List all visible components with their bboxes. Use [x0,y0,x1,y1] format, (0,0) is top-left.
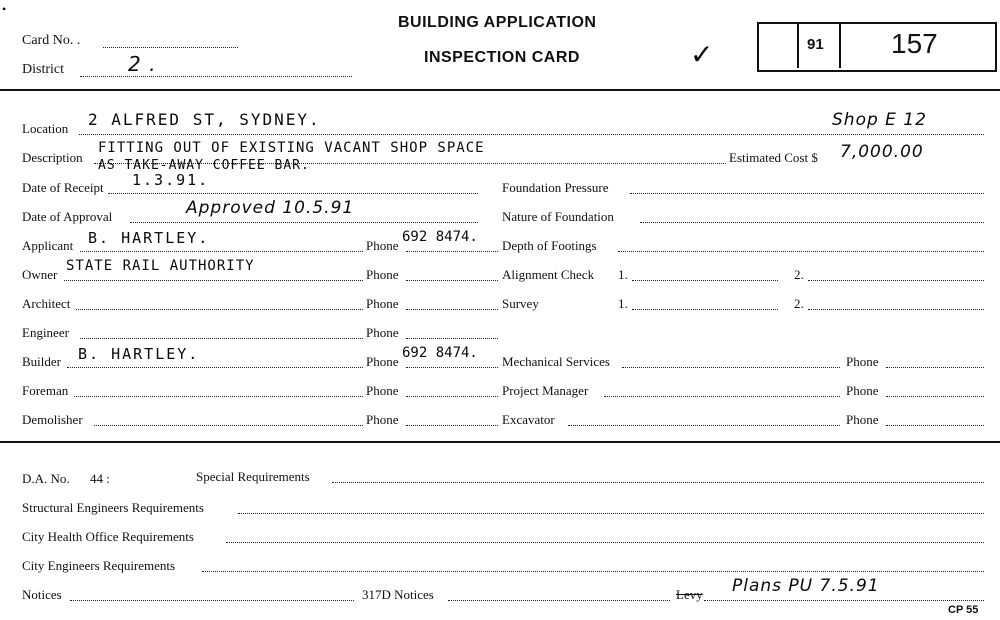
health-requirements-label: City Health Office Requirements [22,529,194,544]
box-divider [797,22,799,68]
description-label: Description [22,150,83,165]
applicant-phone-label: Phone [366,238,399,253]
date-of-approval-field[interactable] [130,222,478,223]
engineer-label: Engineer [22,325,69,340]
engineer-phone-label: Phone [366,325,399,340]
date-of-approval-value: Approved 10.5.91 [186,198,355,218]
engineers-requirements-field[interactable] [202,571,984,572]
special-requirements-label: Special Requirements [196,469,310,484]
structural-requirements-field[interactable] [238,513,984,514]
engineer-phone-field[interactable] [406,338,498,339]
date-of-receipt-label: Date of Receipt [22,180,104,195]
special-requirements-field[interactable] [332,482,984,483]
project-manager-label: Project Manager [502,383,589,398]
owner-phone-label: Phone [366,267,399,282]
date-of-receipt-value: 1.3.91. [132,171,210,189]
demolisher-field[interactable] [94,425,363,426]
owner-label: Owner [22,267,58,282]
notices-label: Notices [22,587,62,602]
alignment-check-2-label: 2. [794,267,804,282]
foundation-pressure-label: Foundation Pressure [502,180,609,195]
architect-phone-label: Phone [366,296,399,311]
survey-2-label: 2. [794,296,804,311]
box-divider [839,22,841,68]
survey-1-field[interactable] [632,309,778,310]
da-no-value: 44 : [90,471,110,486]
engineers-requirements-label: City Engineers Requirements [22,558,176,573]
location-shop: Shop E 12 [832,110,927,130]
architect-phone-field[interactable] [406,309,498,310]
date-of-receipt-field[interactable] [108,193,478,194]
foreman-phone-label: Phone [366,383,399,398]
builder-value: B. HARTLEY. [78,345,200,363]
foreman-label: Foreman [22,383,69,398]
mechanical-services-phone-label: Phone [846,354,879,369]
excavator-label: Excavator [502,412,555,427]
nature-of-foundation-label: Nature of Foundation [502,209,614,224]
applicant-phone-value: 692 8474. [402,229,478,245]
district-label: District [22,62,64,77]
form-title-line2: INSPECTION CARD [424,49,580,66]
applicant-phone-field[interactable] [406,251,498,252]
foreman-phone-field[interactable] [406,396,498,397]
estimated-cost-label: Estimated Cost $ [729,150,818,165]
mechanical-services-label: Mechanical Services [502,354,610,369]
estimated-cost-value: 7,000.00 [840,142,924,162]
project-manager-field[interactable] [604,396,840,397]
district-field[interactable] [80,76,352,77]
excavator-field[interactable] [568,425,840,426]
levy-field[interactable] [704,600,984,601]
builder-field[interactable] [67,367,363,368]
applicant-field[interactable] [80,251,363,252]
form-code: CP 55 [948,604,979,616]
depth-of-footings-field[interactable] [618,251,984,252]
notices-field[interactable] [70,600,354,601]
survey-1-label: 1. [618,296,628,311]
nature-of-foundation-field[interactable] [640,222,984,223]
survey-2-field[interactable] [808,309,984,310]
owner-field[interactable] [64,280,363,281]
location-label: Location [22,121,69,136]
section-divider [0,441,1000,443]
notices-317d-field[interactable] [448,600,670,601]
location-field[interactable] [79,134,984,135]
foundation-pressure-field[interactable] [630,193,984,194]
owner-phone-field[interactable] [406,280,498,281]
demolisher-label: Demolisher [22,412,83,427]
notices-317d-label: 317D Notices [362,587,434,602]
applicant-label: Applicant [22,238,74,253]
levy-label: Levy [676,587,703,602]
district-value: 2 . [128,52,157,76]
box-small-number: 91 [807,36,824,53]
description-line1: FITTING OUT OF EXISTING VACANT SHOP SPACE [98,140,485,156]
card-number-box [757,22,997,72]
survey-label: Survey [502,296,539,311]
demolisher-phone-field[interactable] [406,425,498,426]
builder-label: Builder [22,354,61,369]
applicant-value: B. HARTLEY. [88,229,210,247]
date-of-approval-label: Date of Approval [22,209,113,224]
alignment-check-2-field[interactable] [808,280,984,281]
card-no-label: Card No. . [22,33,81,48]
architect-label: Architect [22,296,71,311]
builder-phone-label: Phone [366,354,399,369]
owner-value: STATE RAIL AUTHORITY [66,258,255,274]
da-no-label: D.A. No. [22,471,70,486]
plans-note: Plans PU 7.5.91 [732,576,880,596]
health-requirements-field[interactable] [226,542,984,543]
excavator-phone-label: Phone [846,412,879,427]
architect-field[interactable] [76,309,363,310]
form-title-line1: BUILDING APPLICATION [398,14,597,31]
engineer-field[interactable] [80,338,363,339]
corner-mark: • [2,2,7,16]
depth-of-footings-label: Depth of Footings [502,238,597,253]
alignment-check-1-label: 1. [618,267,628,282]
foreman-field[interactable] [74,396,363,397]
excavator-phone-field[interactable] [886,425,984,426]
check-mark-icon: ✓ [690,38,715,71]
demolisher-phone-label: Phone [366,412,399,427]
project-manager-phone-field[interactable] [886,396,984,397]
card-no-field[interactable] [103,47,238,48]
description-line2: AS TAKE-AWAY COFFEE BAR. [98,158,310,173]
mechanical-services-phone-field[interactable] [886,367,984,368]
mechanical-services-field[interactable] [622,367,840,368]
alignment-check-1-field[interactable] [632,280,778,281]
project-manager-phone-label: Phone [846,383,879,398]
builder-phone-value: 692 8474. [402,345,478,361]
alignment-check-label: Alignment Check [502,267,595,282]
structural-requirements-label: Structural Engineers Requirements [22,500,204,515]
builder-phone-field[interactable] [406,367,498,368]
location-value: 2 ALFRED ST, SYDNEY. [88,110,321,129]
box-large-number: 157 [891,28,938,59]
header-divider [0,89,1000,91]
